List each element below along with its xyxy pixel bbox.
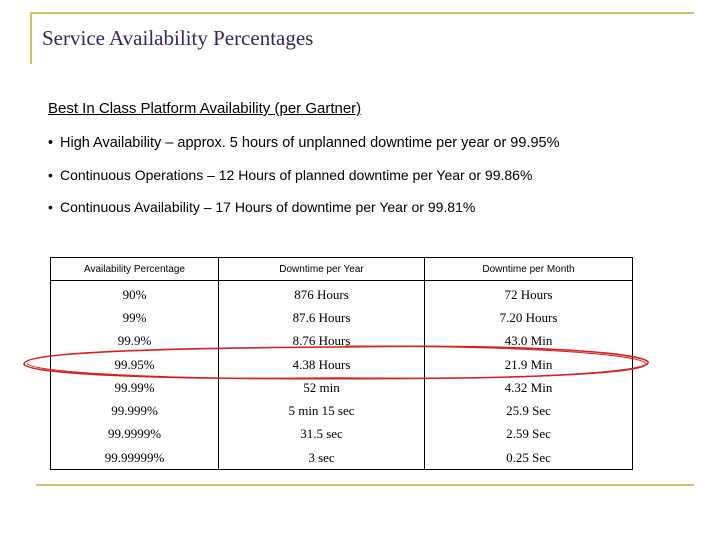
cell-percentage: 99% <box>51 306 219 329</box>
table-row <box>51 306 633 329</box>
slide-subtitle: Best In Class Platform Availability (per Gartner) <box>48 100 362 117</box>
cell-downtime-month: 21.9 Min <box>425 353 633 376</box>
bullet-dot-icon: • <box>48 135 54 151</box>
header-downtime-per-month: Downtime per Month <box>425 258 633 281</box>
table-row-highlighted <box>51 353 633 376</box>
cell-downtime-year: 31.5 sec <box>219 423 425 446</box>
bullet-dot-icon: • <box>48 167 53 183</box>
bullet-text: High Availability – approx. 5 hours of unplanned downtime per year or 99.95% <box>60 135 560 151</box>
table-row <box>51 376 633 399</box>
frame-left-rule <box>30 12 32 64</box>
table-row <box>51 281 633 307</box>
table-row <box>51 330 633 353</box>
cell-downtime-year: 4.38 Hours <box>219 353 425 376</box>
table-header-row <box>51 258 633 281</box>
cell-downtime-month: 7.20 Hours <box>425 306 633 329</box>
bullet-item <box>48 134 560 166</box>
slide-title: Service Availability Percentages <box>42 26 314 50</box>
cell-percentage: 99.99999% <box>51 446 219 470</box>
bullet-item <box>48 198 560 230</box>
cell-downtime-year: 87.6 Hours <box>219 306 425 329</box>
frame-bottom-rule <box>36 484 694 486</box>
header-availability-percentage: Availability Percentage <box>51 258 219 281</box>
cell-downtime-month: 4.32 Min <box>425 376 633 399</box>
bullet-dot-icon: • <box>48 199 53 215</box>
bullet-text: Continuous Operations – 12 Hours of planned downtime per Year or 99.86% <box>60 167 533 183</box>
table-row <box>51 446 633 470</box>
cell-percentage: 99.95% <box>51 353 219 376</box>
cell-downtime-year: 8.76 Hours <box>219 330 425 353</box>
frame-top-rule <box>30 12 694 14</box>
cell-downtime-month: 43.0 Min <box>425 330 633 353</box>
cell-percentage: 99.99% <box>51 376 219 399</box>
cell-downtime-year: 52 min <box>219 376 425 399</box>
bullet-item <box>48 166 560 198</box>
availability-table <box>50 257 633 470</box>
table-row <box>51 423 633 446</box>
cell-percentage: 99.9999% <box>51 423 219 446</box>
bullet-list <box>48 134 560 230</box>
table-row <box>51 399 633 422</box>
cell-percentage: 99.999% <box>51 399 219 422</box>
cell-percentage: 99.9% <box>51 330 219 353</box>
bullet-text: Continuous Availability – 17 Hours of downtime per Year or 99.81% <box>60 199 476 215</box>
cell-downtime-month: 0.25 Sec <box>425 446 633 470</box>
cell-downtime-month: 2.59 Sec <box>425 423 633 446</box>
cell-downtime-year: 876 Hours <box>219 281 425 307</box>
cell-downtime-year: 3 sec <box>219 446 425 470</box>
cell-downtime-year: 5 min 15 sec <box>219 399 425 422</box>
cell-percentage: 90% <box>51 281 219 307</box>
header-downtime-per-year: Downtime per Year <box>219 258 425 281</box>
cell-downtime-month: 72 Hours <box>425 281 633 307</box>
cell-downtime-month: 25.9 Sec <box>425 399 633 422</box>
